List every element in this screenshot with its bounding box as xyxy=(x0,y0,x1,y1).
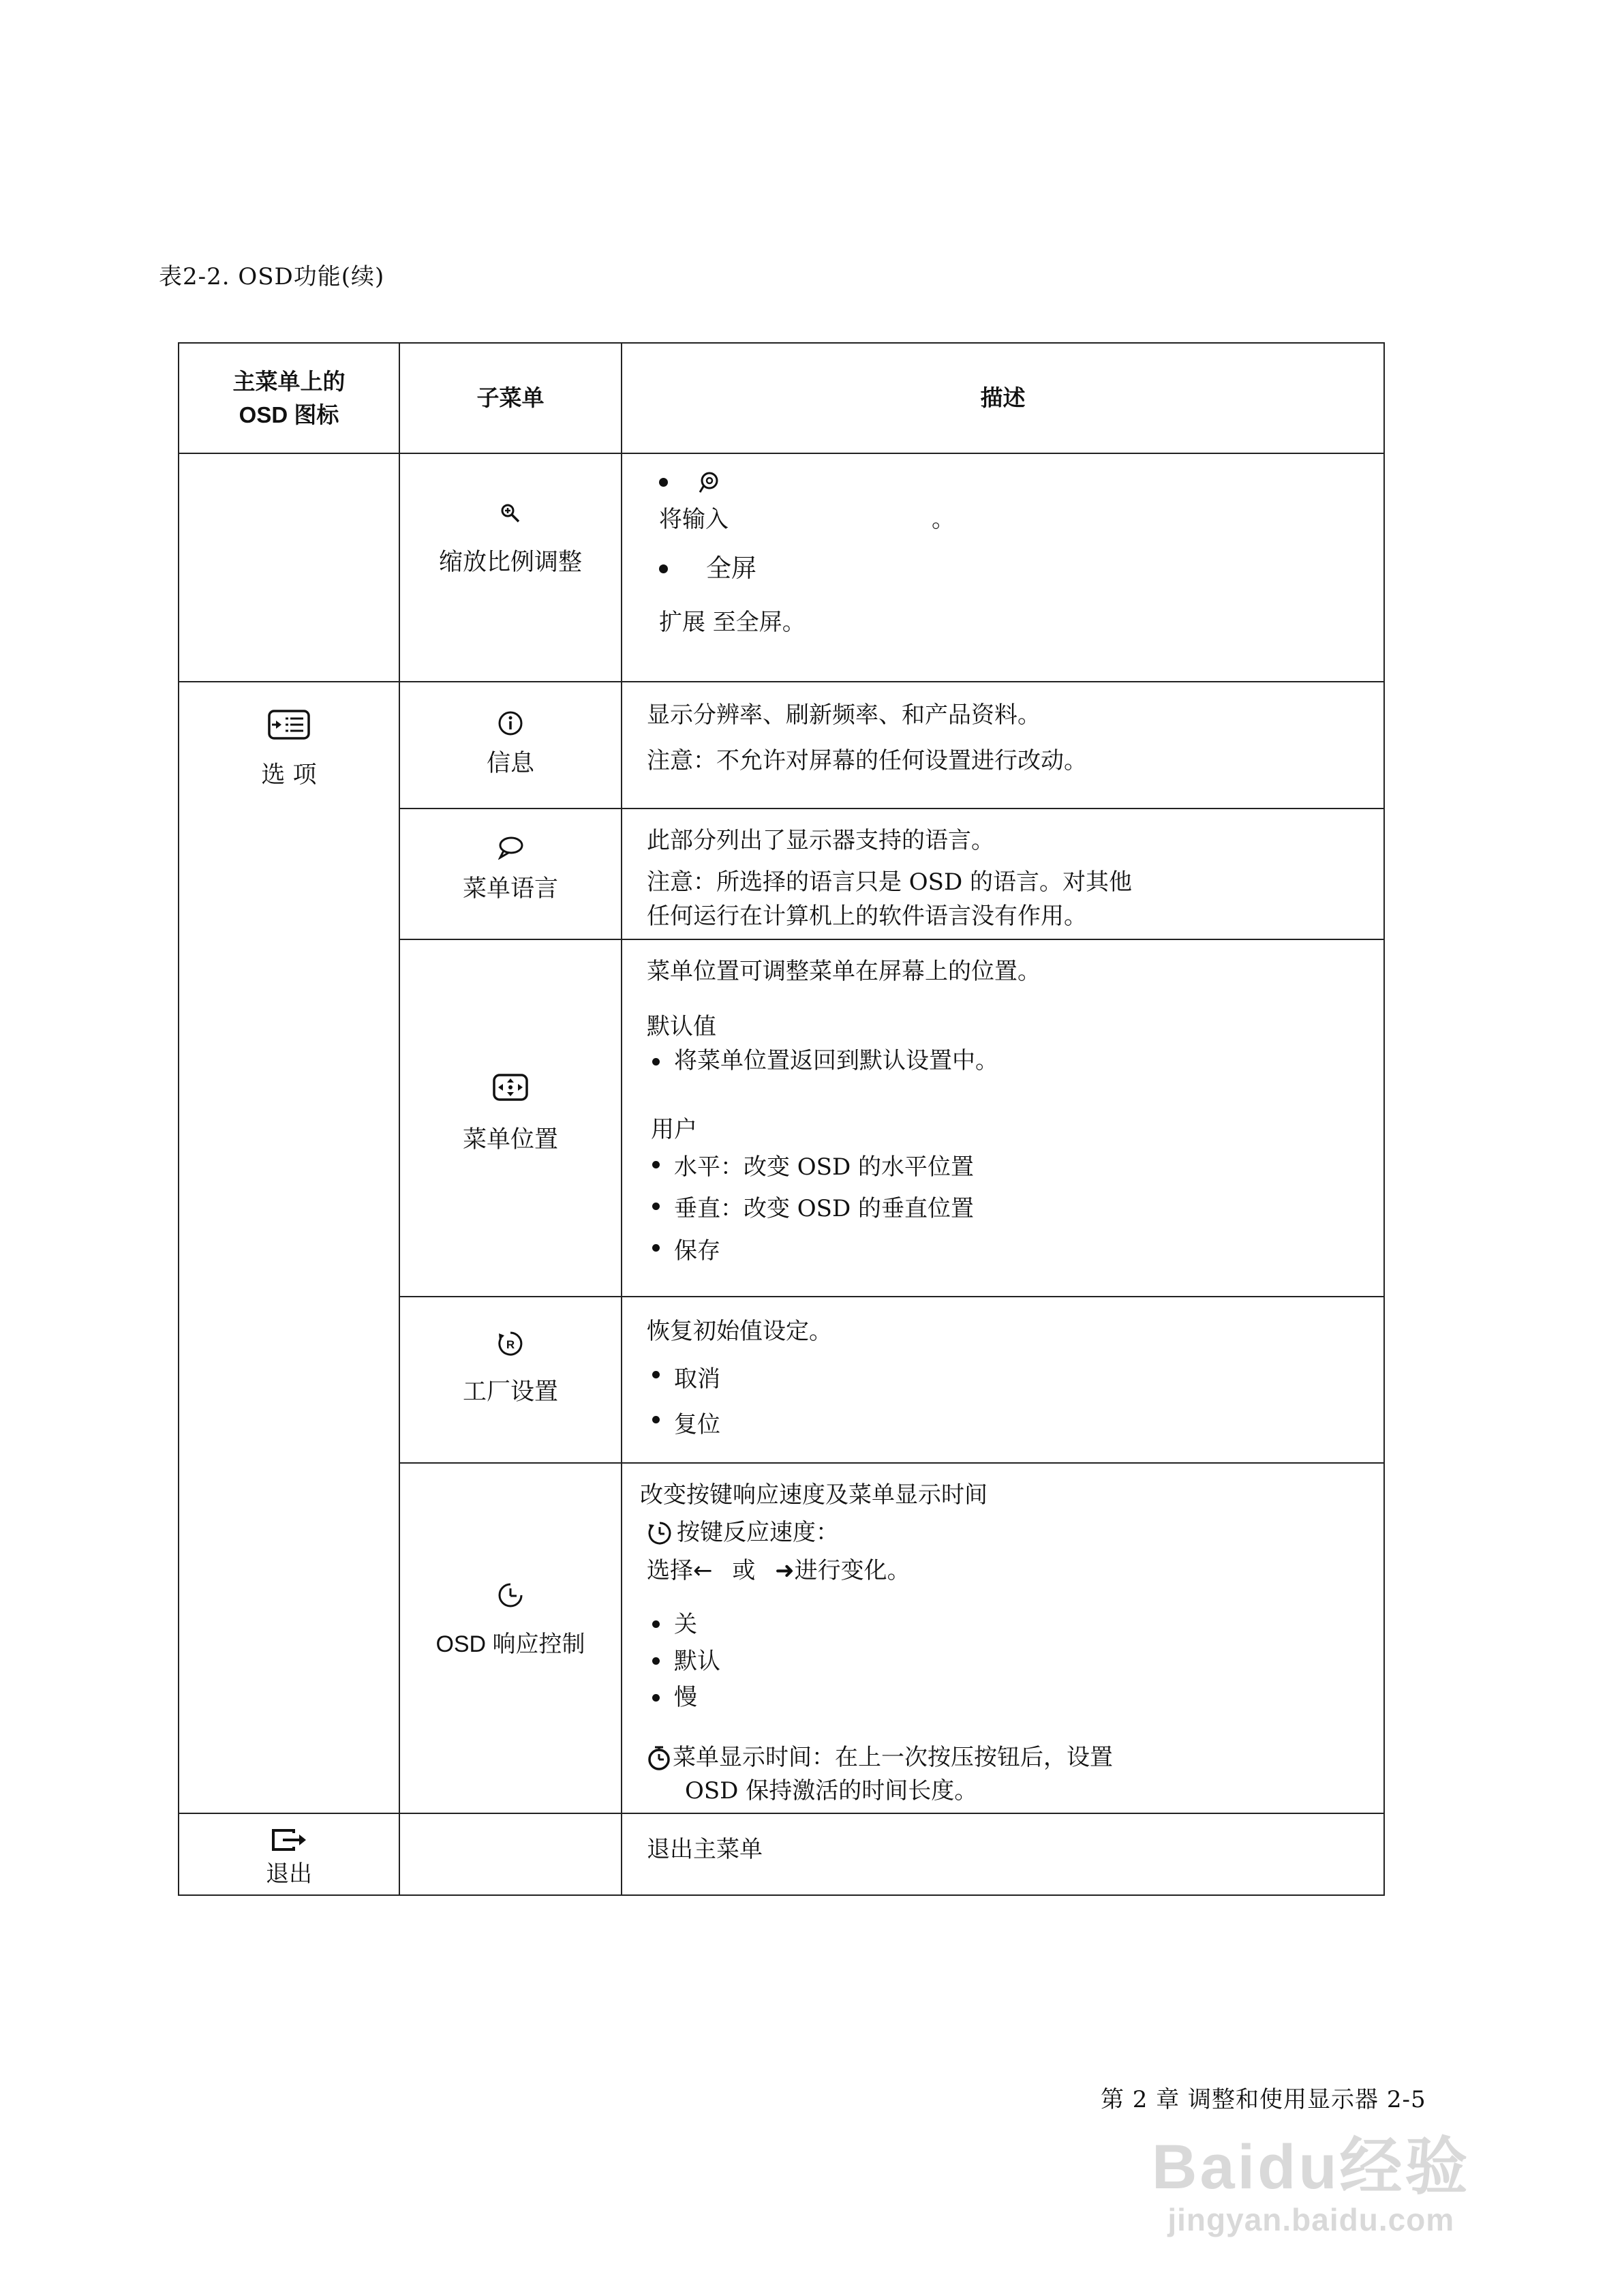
header-description: 描述 xyxy=(622,343,1384,453)
header-main-menu-icon xyxy=(179,343,399,453)
position-default-title: 默认值 xyxy=(647,1013,716,1041)
original-ratio-icon xyxy=(698,470,720,494)
description-language xyxy=(622,809,1384,939)
submenu-zoom-label: 缩放比例调整 xyxy=(438,549,582,576)
position-user-title: 用户 xyxy=(651,1115,697,1143)
submenu-factory-label: 工厂设置 xyxy=(462,1378,558,1406)
osd-control-time-label2: OSD 保持激活的时间长度。 xyxy=(685,1777,978,1805)
bullet-dot xyxy=(659,564,668,573)
submenu-position xyxy=(399,939,622,1297)
language-desc1: 此部分列出了显示器支持的语言。 xyxy=(647,827,994,854)
osd-control-speed xyxy=(640,1516,1383,1550)
language-desc3: 任何运行在计算机上的软件语言没有作用。 xyxy=(647,902,1087,930)
list-item: 将菜单位置返回到默认设置中。 xyxy=(647,1044,1383,1078)
exit-icon xyxy=(271,1828,307,1852)
exit-desc: 退出主菜单 xyxy=(647,1836,763,1863)
description-position xyxy=(622,939,1384,1297)
description-osd-control xyxy=(622,1463,1384,1813)
position-user-list xyxy=(647,1147,1383,1272)
info-desc2: 注意：不允许对屏幕的任何设置进行改动。 xyxy=(647,747,1087,775)
submenu-info xyxy=(399,682,622,809)
table-row-info xyxy=(179,682,1384,809)
menu-position-icon xyxy=(493,1074,528,1101)
zoom-line1: 将输入 xyxy=(659,506,729,533)
main-menu-options-label: 选 项 xyxy=(261,761,317,789)
submenu-info-label: 信息 xyxy=(486,750,534,777)
zoom-line1-end: 。 xyxy=(932,506,955,533)
reset-icon xyxy=(497,1330,524,1357)
description-exit xyxy=(622,1813,1384,1895)
factory-list xyxy=(647,1357,1383,1447)
choose-mid: 或 xyxy=(732,1556,756,1584)
display-time-icon xyxy=(647,1745,671,1771)
choose-post: 进行变化。 xyxy=(794,1556,911,1584)
osd-control-list xyxy=(640,1607,1383,1717)
speed-timer-icon xyxy=(647,1520,673,1546)
options-icon xyxy=(268,710,310,740)
table-caption: 表2-2. OSD功能(续) xyxy=(159,263,385,290)
osd-control-speed-label: 按键反应速度： xyxy=(677,1519,839,1547)
list-item: 水平：改变 OSD 的水平位置 xyxy=(647,1147,1383,1188)
osd-control-desc1: 改变按键响应速度及菜单显示时间 xyxy=(640,1481,988,1509)
list-item: 慢 xyxy=(647,1680,1383,1717)
zoom-icon xyxy=(499,502,522,525)
info-icon xyxy=(497,710,524,737)
osd-control-choose xyxy=(640,1554,1383,1588)
description-factory xyxy=(622,1297,1384,1463)
watermark-line1: Baidu经验 xyxy=(1152,2132,1471,2202)
header-submenu: 子菜单 xyxy=(399,343,622,453)
main-menu-exit xyxy=(179,1813,399,1895)
bullet-dot xyxy=(659,478,668,487)
header-main-menu-line2: OSD 图标 xyxy=(239,402,339,427)
list-item: 保存 xyxy=(647,1230,1383,1272)
arrow-left-icon: ← xyxy=(693,1556,713,1584)
choose-pre: 选择 xyxy=(647,1556,693,1584)
position-desc1: 菜单位置可调整菜单在屏幕上的位置。 xyxy=(647,958,1041,985)
description-info xyxy=(622,682,1384,809)
position-default-list xyxy=(647,1044,1383,1078)
osd-control-time xyxy=(640,1741,1383,1774)
submenu-zoom xyxy=(399,453,622,682)
table-row-exit xyxy=(179,1813,1384,1895)
submenu-factory xyxy=(399,1297,622,1463)
svg-text:R: R xyxy=(506,1338,515,1351)
page-footer: 第 2 章 调整和使用显示器 2-5 xyxy=(1101,2086,1426,2113)
header-main-menu-line1: 主菜单上的 xyxy=(232,368,346,394)
list-item: 取消 xyxy=(647,1357,1383,1402)
list-item: 关 xyxy=(647,1607,1383,1644)
info-desc1: 显示分辨率、刷新频率、和产品资料。 xyxy=(647,701,1041,729)
main-menu-exit-label: 退出 xyxy=(266,1860,312,1888)
table-row-zoom xyxy=(179,453,1384,682)
table-header-row xyxy=(179,343,1384,453)
list-item: 默认 xyxy=(647,1644,1383,1680)
list-item: 垂直：改变 OSD 的垂直位置 xyxy=(647,1188,1383,1230)
factory-desc1: 恢复初始值设定。 xyxy=(647,1318,832,1345)
osd-function-table xyxy=(178,342,1385,1896)
list-item: 复位 xyxy=(647,1402,1383,1447)
description-zoom xyxy=(622,453,1384,682)
speech-bubble-icon xyxy=(497,835,524,860)
zoom-fullscreen-title: 全屏 xyxy=(706,554,756,584)
submenu-language xyxy=(399,809,622,939)
submenu-osd-control xyxy=(399,1463,622,1813)
osd-control-time-label: 菜单显示时间：在上一次按压按钮后，设置 xyxy=(673,1744,1113,1772)
main-menu-cell-empty xyxy=(179,453,399,682)
arrow-right-icon: ➜ xyxy=(775,1556,795,1584)
language-desc2: 注意：所选择的语言只是 OSD 的语言。对其他 xyxy=(647,868,1133,896)
submenu-language-label: 菜单语言 xyxy=(462,875,558,903)
watermark xyxy=(1152,2117,1471,2238)
timer-icon xyxy=(496,1581,525,1610)
submenu-osd-control-label: OSD 响应控制 xyxy=(435,1631,585,1657)
zoom-line2: 扩展 至全屏。 xyxy=(659,608,806,636)
submenu-exit-empty xyxy=(399,1813,622,1895)
watermark-line2: jingyan.baidu.com xyxy=(1167,2202,1455,2237)
main-menu-options xyxy=(179,682,399,1813)
submenu-position-label: 菜单位置 xyxy=(462,1126,558,1153)
